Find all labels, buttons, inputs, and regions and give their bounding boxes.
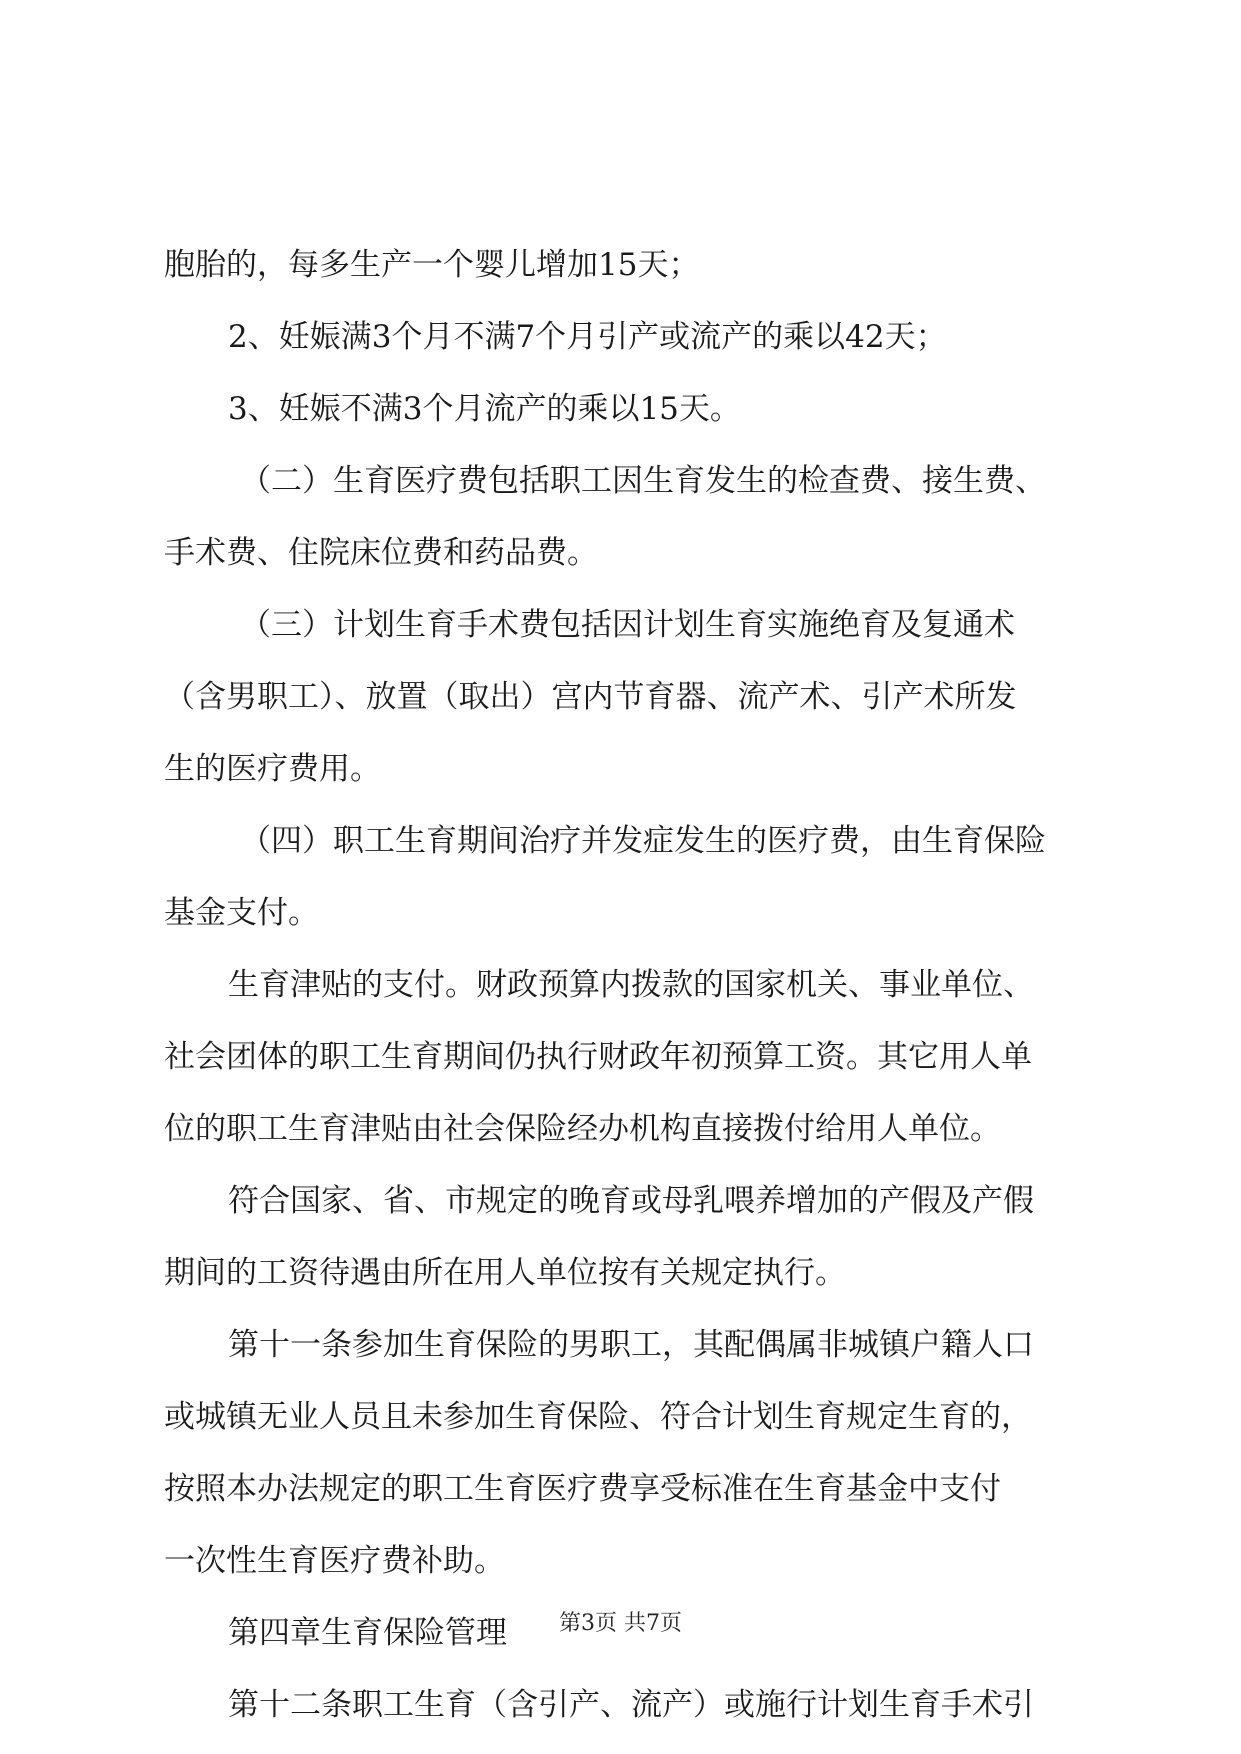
page-footer [0, 1609, 1241, 1639]
text-line: 生育津贴的支付。财政预算内拨款的国家机关、事业单位、 [228, 967, 1034, 1003]
text-line: 手术费、住院床位费和药品费。 [164, 535, 598, 571]
text-line: 位的职工生育津贴由社会保险经办机构直接拨付给用人单位。 [164, 1111, 1001, 1147]
text-line: 期间的工资待遇由所在用人单位按有关规定执行。 [164, 1255, 846, 1291]
text-line: （含男职工）、放置（取出）宫内节育器、流产术、引产术所发 [164, 679, 1017, 715]
text-line: 或城镇无业人员且未参加生育保险、符合计划生育规定生育的， [164, 1399, 1032, 1435]
text-line: （三）计划生育手术费包括因计划生育实施绝育及复通术 [240, 607, 1015, 643]
text-line: （二）生育医疗费包括职工因生育发生的检查费、接生费、 [240, 463, 1046, 499]
chapter-heading: 第四章生育保险管理 [228, 1615, 507, 1651]
text-line: 生的医疗费用。 [164, 751, 381, 787]
text-line: 一次性生育医疗费补助。 [164, 1543, 505, 1579]
text-line: 社会团体的职工生育期间仍执行财政年初预算工资。其它用人单 [164, 1039, 1032, 1075]
text-line: 3、妊娠不满3个月流产的乘以15天。 [228, 391, 741, 427]
text-line: （四）职工生育期间治疗并发症发生的医疗费，由生育保险 [240, 823, 1046, 859]
text-line: 符合国家、省、市规定的晚育或母乳喂养增加的产假及产假 [228, 1183, 1034, 1219]
text-line: 2、妊娠满3个月不满7个月引产或流产的乘以42天； [228, 319, 947, 355]
text-line: 第十一条参加生育保险的男职工，其配偶属非城镇户籍人口 [228, 1327, 1034, 1363]
page-indicator: 第3页 共7页 [559, 1611, 682, 1636]
text-line: 基金支付。 [164, 895, 319, 931]
document-body [164, 229, 1094, 1741]
text-line: 第十二条职工生育（含引产、流产）或施行计划生育手术引 [228, 1687, 1034, 1723]
text-line: 胞胎的，每多生产一个婴儿增加15天； [164, 247, 700, 283]
text-line: 按照本办法规定的职工生育医疗费享受标准在生育基金中支付 [164, 1471, 1001, 1507]
